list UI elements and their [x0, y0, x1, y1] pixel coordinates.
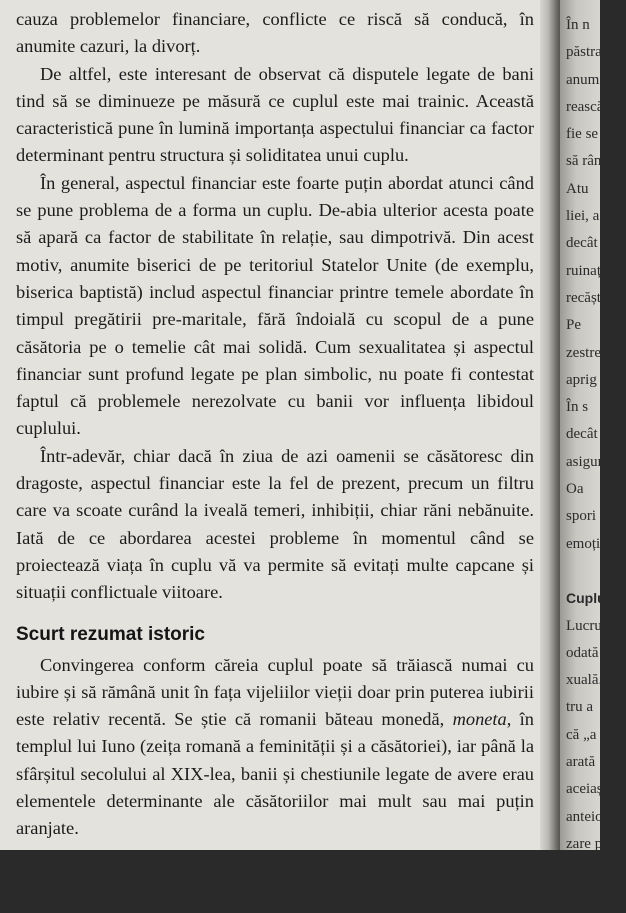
right-page-fragment: xuală.	[566, 672, 603, 689]
paragraph-4: Într-adevăr, chiar dacă în ziua de azi oamenii se căsătoresc din dragoste, aspectul financiar este la fel de prezent, precum un filtru care va scoate curând la iveală temeri, inhibiții, chiar răni nebănuite. Iată de ce abordarea acestei probleme în momentul când se proiectează viața în cuplu vă va permite să evitați multe capcane și situații conflictuale viitoare.	[16, 445, 534, 603]
right-page-fragment: să-și	[566, 890, 594, 907]
right-page-fragment: zestre	[566, 344, 601, 361]
right-page-fragments	[566, 12, 626, 913]
paragraph-1: cauza problemelor financiare, conflicte ce riscă să conducă, în anumite cazuri, la divorț.	[16, 9, 534, 57]
paragraph-5	[16, 652, 534, 843]
right-page-fragment: În s	[566, 399, 589, 416]
right-page-fragment: regula	[566, 863, 604, 880]
right-page-fragment: liei, aș	[566, 208, 606, 225]
right-page-fragment: fie se a	[566, 126, 609, 143]
right-page-fragment: rească,	[566, 98, 608, 115]
right-page-fragment: Cuplu	[566, 590, 606, 607]
right-page-fragment: arată	[566, 754, 596, 771]
right-page-edge	[560, 0, 609, 907]
right-page-fragment: asigur	[566, 453, 603, 470]
section-heading: Scurt rezumat istoric	[16, 623, 205, 645]
right-page-fragment: anumi	[566, 71, 604, 88]
right-page-fragment: În n	[566, 17, 590, 33]
right-page-fragment: aceiaș	[566, 781, 603, 798]
right-page-fragment: aprig	[566, 371, 597, 388]
right-page-fragment	[566, 558, 626, 585]
right-page-fragment: Oa	[566, 481, 584, 498]
right-page-fragment: că „a	[566, 726, 597, 743]
paragraph-3: În general, aspectul financiar este foarte puțin abordat atunci când se pune problema de a forma un cuplu. De-abia ulterior acesta poate să apară ca factor de stabilitate în relație, sau dimpotrivă. Din acest motiv, anumite biserici de pe teritoriul Statelor Unite (de exemplu, biserica baptistă) includ aspectul financiar printre temele abordate în timpul pregătirii pre-maritale, fără îndoială cu scopul de a pune căsătoria pe o temelie cât mai solidă. Cum sexualitatea și aspectul financiar sunt profund legate pe plan simbolic, nu poate fi contestat faptul că problemele nerezolvate cu banii vor influența libidoul cuplului.	[16, 172, 534, 439]
paragraph-5-part-1: Convingerea conform căreia cuplul poate să trăiască numai cu iubire și să rămână unit în fața vijeliilor vieții doar prin puterea iubirii este relativ recentă. Se știe că romanii băteau monedă,	[16, 654, 534, 730]
right-page-fragment: spori	[566, 508, 596, 525]
right-page-fragment: anteio	[566, 808, 603, 825]
page-content	[16, 6, 534, 843]
right-page-fragment: să râm	[566, 153, 606, 170]
paragraph-2: De altfel, este interesant de observat că disputele legate de bani tind să se diminueze pe măsură ce cuplul este mai trainic. Această caracteristică pune în lumină importanța aspectului financiar ca factor determinant pentru structura și soliditatea unui cuplu.	[16, 63, 534, 166]
right-page-fragment: recăști	[566, 289, 606, 306]
right-page-fragment: zare p	[566, 835, 603, 852]
right-page-fragment: odată	[566, 644, 599, 661]
right-page-fragment: decât î	[566, 235, 606, 252]
right-page-fragment: emoți	[566, 535, 601, 552]
right-page-fragment: păstra	[566, 44, 602, 61]
italic-word-moneta: moneta	[452, 709, 507, 730]
paragraph-5-part-2: , în templul lui Iuno (zeița romană a feminității și a căsătoriei), iar până la sfârșitul secolului al XIX-lea, banii și chestiunile legate de avere erau elementele determinante ale căsătoriilor mai mult sau mai puțin aranjate.	[16, 709, 534, 839]
right-page-fragment: decât	[566, 426, 598, 443]
right-page-fragment: Lucru	[566, 617, 602, 634]
right-page-fragment: Atu	[566, 180, 589, 197]
right-page-fragment: tru a	[566, 699, 594, 716]
right-page-fragment: Pe	[566, 317, 581, 334]
right-page-fragment: ruinaț	[566, 262, 601, 279]
